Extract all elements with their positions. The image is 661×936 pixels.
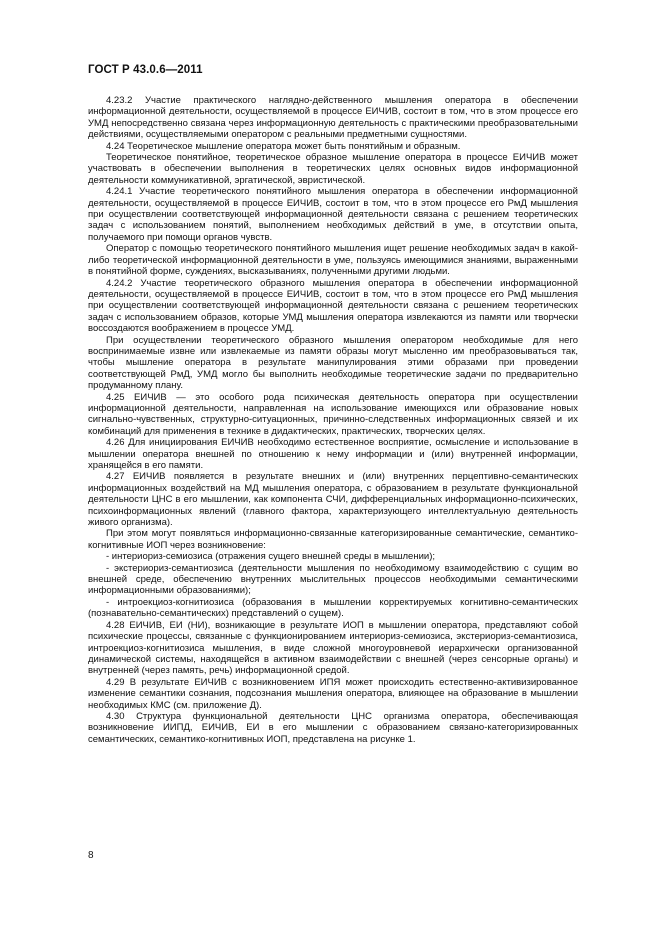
document-body (88, 95, 578, 745)
paragraph: 4.30 Структура функциональной деятельности ЦНС организма оператора, обеспечивающая возникновение ИИПД, ЕИЧИВ, ЕИ в его мышлении с образованием связано-категоризированных семантических, семантико-когнитивных ИОП, представлена на рисунке 1. (88, 710, 578, 745)
standard-header: ГОСТ Р 43.0.6—2011 (88, 64, 203, 76)
paragraph: 4.23.2 Участие практического наглядно-действенного мышления оператора в обеспечении информационной деятельности, осуществляемой в процессе ЕИЧИВ, состоит в том, что в этом процессе его УМД непосредственно связана через информационную деятельность с практическими преобразовательными действиями, осуществляемыми оператором с реальными предметными сущностями. (88, 95, 578, 141)
list-item: - интроекциоз-когнитиозиса (образования в мышлении корректируемых когнитивно-семантических (познавательно-семантических) представлений о сущем). (88, 596, 578, 620)
paragraph: 4.24.2 Участие теоретического образного мышления оператора в обеспечении информационной деятельности, осуществляемой в процессе ЕИЧИВ, состоит в том, что в этом процессе его РмД мышления при осуществлении соответствующей информационной деятельности связана с решением теоретических задач с использованием образов, которые УМД мышления оператора извлекаются из памяти или творчески воссоздаются воображением в процессе УМД. (88, 277, 578, 335)
paragraph: При осуществлении теоретического образного мышления оператором необходимые для него воспринимаемые извне или извлекаемые из памяти образы могут мысленно им преобразовываться так, чтобы мышление оператора в результате манипулирования этими образами при проведении соответствующей РмД, УМД могло бы выполнить необходимые теоретические задачи по предварительно продуманному плану. (88, 334, 578, 392)
paragraph: 4.25 ЕИЧИВ — это особого рода психическая деятельность оператора при осуществлении информационной деятельности, направленная на использование имеющихся или образование новых сигнально-чувственных, структурно-ситуационных, причинно-следственных информационных связей и их комбинаций для применения в технике в дидактических, практических, творческих целях. (88, 391, 578, 437)
paragraph: 4.24.1 Участие теоретического понятийного мышления оператора в обеспечении информационной деятельности, осуществляемой в процессе ЕИЧИВ, состоит в том, что в этом процессе его РмД мышления при осуществлении соответствующей информационной деятельности связана с решением теоретических задач с использованием понятий, выполнением необходимых действий в уме, в отсутствии опыта, получаемого при помощи органов чувств. (88, 186, 578, 243)
paragraph: При этом могут появляться информационно-связанные категоризированные семантические, семантико-когнитивные ИОП через возникновение: (88, 528, 578, 551)
paragraph: 4.28 ЕИЧИВ, ЕИ (НИ), возникающие в результате ИОП в мышлении оператора, представляют собой психические процессы, связанные с функционированием интериориз-семиозиса, экстериориз-семантиозиса, интроекциоз-когнитиозиса мышления, в виде сложной многоуровневой иерархически организованной динамической системы, находящейся в активном взаимодействии с внешней (через сенсорные органы) и внутренней (через память, речь) информационной средой. (88, 619, 578, 677)
list-item: - интериориз-семиозиса (отражения сущего внешней среды в мышлении); (106, 551, 436, 563)
paragraph: 4.29 В результате ЕИЧИВ с возникновением ИПЯ может происходить естественно-активизированное изменение семантики сознания, подсознания мышления оператора, влияющее на образование в мышлении необходимых КМС (см. приложение Д). (88, 676, 578, 711)
paragraph: Теоретическое понятийное, теоретическое образное мышление оператора в процессе ЕИЧИВ может участвовать в обеспечении выполнения в теоретических целях основных видов информационной деятельности коммуникативной, эргатической, эвристической. (88, 152, 578, 186)
paragraph: 4.26 Для инициирования ЕИЧИВ необходимо естественное восприятие, осмысление и использование в мышлении оператора внешней по отношению к нему информации и (или) внутренней информации, хранящейся в его памяти. (88, 437, 578, 471)
paragraph: Оператор с помощью теоретического понятийного мышления ищет решение необходимых задач в какой-либо теоретической информационной деятельности в уме, пользуясь имеющимися знаниями, выраженными в понятийной форме, суждениях, высказываниях, полученными другими людьми. (88, 243, 578, 278)
list-item: - экстериориз-семантиозиса (деятельности мышления по необходимому взаимодействию с сущим во внешней среде, обеспечению внутренних мыслительных процессов необходимыми семантическими информационными образованиями); (88, 562, 578, 597)
page-number: 8 (88, 850, 94, 861)
paragraph: 4.24 Теоретическое мышление оператора может быть понятийным и образным. (106, 140, 461, 152)
paragraph: 4.27 ЕИЧИВ появляется в результате внешних и (или) внутренних перцептивно-семантических информационных воздействий на МД мышления оператора, с образованием в результате функциональной деятельности ЦНС в его мышлении, как компонента СЧИ, дифференциальных информационно-психических, психоинформационных явлений (главного фактора, характеризующего интеллектуальную деятельность живого организма). (88, 471, 578, 529)
